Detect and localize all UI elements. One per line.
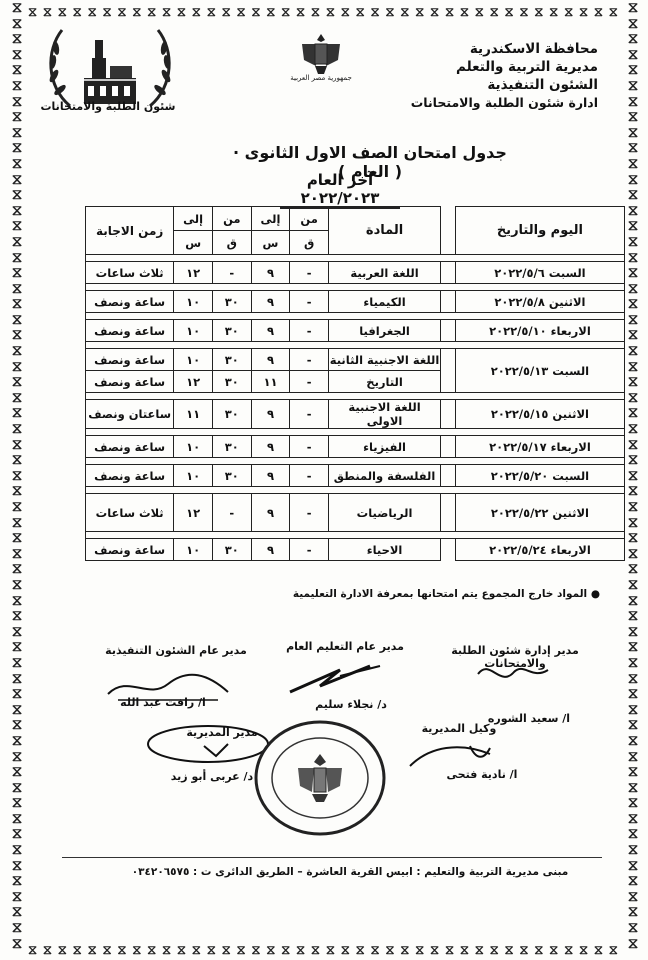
cell-subject: الرياضيات bbox=[329, 494, 441, 532]
header-day-date: اليوم والتاريخ bbox=[455, 207, 624, 255]
cell-from-hour: ١١ bbox=[251, 371, 290, 393]
cell-from-minute: - bbox=[290, 400, 329, 429]
footer-divider bbox=[62, 857, 602, 858]
cell-from-hour: ٩ bbox=[251, 320, 290, 342]
cell-from-hour: ٩ bbox=[251, 262, 290, 284]
cell-duration: ساعة ونصف bbox=[86, 465, 174, 487]
cell-from-minute: - bbox=[290, 494, 329, 532]
cell-to-minute: ٣٠ bbox=[212, 539, 251, 561]
cell-to-hour: ١٠ bbox=[174, 320, 213, 342]
emblem-caption: جمهورية مصر العربية bbox=[290, 74, 352, 82]
cell-day-date: الاربعاء ٢٠٢٢/٥/٢٤ bbox=[455, 539, 624, 561]
cell-to-hour: ١٢ bbox=[174, 371, 213, 393]
cell-to-minute: ٣٠ bbox=[212, 291, 251, 313]
cell-duration: ساعة ونصف bbox=[86, 371, 174, 393]
deputy-title: وكيل المديرية bbox=[421, 722, 497, 735]
cell-from-hour: ٩ bbox=[251, 400, 290, 429]
cell-day-date: السبت ٢٠٢٢/٥/٢٠ bbox=[455, 465, 624, 487]
header-to-2: إلى bbox=[174, 207, 213, 231]
cell-duration: ساعة ونصف bbox=[86, 539, 174, 561]
director-title: مدير المديرية bbox=[186, 726, 258, 739]
table-row bbox=[86, 320, 625, 342]
official-stamp-seal bbox=[252, 718, 388, 838]
cell-from-hour: ٩ bbox=[251, 436, 290, 458]
table-row bbox=[86, 291, 625, 313]
cell-from-hour: ٩ bbox=[251, 465, 290, 487]
cell-to-hour: ١٢ bbox=[174, 494, 213, 532]
cell-from-minute: - bbox=[290, 349, 329, 371]
cell-to-minute: ٣٠ bbox=[212, 320, 251, 342]
cell-subject: الكيمياء bbox=[329, 291, 441, 313]
cell-from-minute: - bbox=[290, 320, 329, 342]
cell-to-hour: ١٠ bbox=[174, 349, 213, 371]
cell-to-minute: ٣٠ bbox=[212, 349, 251, 371]
decorative-border-left: ⧖ ⧖ ⧖ ⧖ ⧖ ⧖ ⧖ ⧖ ⧖ ⧖ ⧖ ⧖ ⧖ ⧖ ⧖ ⧖ ⧖ ⧖ ⧖ ⧖ ⧖ ⧖ ⧖ ⧖ ⧖ ⧖ ⧖ ⧖ ⧖ ⧖ ⧖ ⧖ ⧖ ⧖ ⧖ ⧖ ⧖ ⧖ ⧖ ⧖ ⧖ ⧖ ⧖ ⧖ ⧖ ⧖ ⧖ ⧖ ⧖ ⧖ ⧖ ⧖ ⧖ ⧖ ⧖ ⧖ ⧖ ⧖ ⧖ ⧖ ⧖ bbox=[11, 0, 23, 952]
executive-affairs: الشئون التنفيذية bbox=[487, 77, 598, 93]
cell-from-hour: ٩ bbox=[251, 539, 290, 561]
cell-to-hour: ١٢ bbox=[174, 262, 213, 284]
cell-day-date: الاثنين ٢٠٢٢/٥/١٥ bbox=[455, 400, 624, 429]
cell-to-minute: ٣٠ bbox=[212, 465, 251, 487]
table-row bbox=[86, 262, 625, 284]
exec-director-title: مدير عام الشئون التنفيذية bbox=[105, 644, 247, 657]
header-hour-2: س bbox=[174, 231, 213, 255]
table-row bbox=[86, 349, 625, 371]
students-director-name: ا/ سعيد الشوره bbox=[487, 712, 571, 725]
table-row bbox=[86, 539, 625, 561]
header-minute-2: ق bbox=[212, 231, 251, 255]
cell-to-hour: ١٠ bbox=[174, 291, 213, 313]
cell-from-minute: - bbox=[290, 291, 329, 313]
cell-day-date: الاثنين ٢٠٢٢/٥/٨ bbox=[455, 291, 624, 313]
cell-from-hour: ٩ bbox=[251, 349, 290, 371]
cell-duration: ثلاث ساعات bbox=[86, 494, 174, 532]
directorate-name: مديرية التربية والتعلم bbox=[456, 59, 598, 75]
cell-duration: ساعة ونصف bbox=[86, 436, 174, 458]
department-name: ادارة شئون الطلبة والامتحانات bbox=[410, 95, 598, 110]
footer-address: مبنى مديرية التربية والتعليم : ابيس القرية العاشرة – الطريق الدائرى ت : ٠٣٤٢٠٦٥٧٥ bbox=[131, 866, 569, 878]
cell-duration: ساعة ونصف bbox=[86, 320, 174, 342]
header-to-1: إلى bbox=[251, 207, 290, 231]
cell-from-minute: - bbox=[290, 371, 329, 393]
header-duration: زمن الاجابة bbox=[86, 207, 174, 255]
table-row bbox=[86, 465, 625, 487]
cell-from-minute: - bbox=[290, 539, 329, 561]
education-director-title: مدير عام التعليم العام bbox=[286, 640, 404, 653]
decorative-border-bottom: ⧖ ⧖ ⧖ ⧖ ⧖ ⧖ ⧖ ⧖ ⧖ ⧖ ⧖ ⧖ ⧖ ⧖ ⧖ ⧖ ⧖ ⧖ ⧖ ⧖ ⧖ ⧖ ⧖ ⧖ ⧖ ⧖ ⧖ ⧖ ⧖ ⧖ ⧖ ⧖ ⧖ ⧖ ⧖ ⧖ ⧖ ⧖ ⧖ ⧖ bbox=[28, 944, 618, 958]
cell-subject: اللغة الاجنبية الثانية bbox=[329, 349, 441, 371]
header-hour-1: س bbox=[251, 231, 290, 255]
governorate-name: محافظة الاسكندرية bbox=[469, 41, 598, 57]
cell-duration: ساعة ونصف bbox=[86, 291, 174, 313]
signature-students bbox=[470, 654, 570, 694]
cell-from-minute: - bbox=[290, 262, 329, 284]
students-director-title: مدير إدارة شئون الطلبة والامتحانات bbox=[451, 644, 579, 670]
deputy-name: ا/ نادية فتحى bbox=[446, 768, 518, 781]
cell-day-date: السبت ٢٠٢٢/٥/٦ bbox=[455, 262, 624, 284]
cell-day-date: الاثنين ٢٠٢٢/٥/٢٢ bbox=[455, 494, 624, 532]
header-authority bbox=[411, 40, 598, 112]
education-director-name: د/ نجلاء سليم bbox=[315, 698, 387, 711]
cell-to-minute: ٣٠ bbox=[212, 400, 251, 429]
cell-subject: اللغة الاجنبية الاولى bbox=[329, 400, 441, 429]
exam-schedule-table bbox=[85, 206, 625, 561]
cell-duration: ساعتان ونصف bbox=[86, 400, 174, 429]
cell-day-date: الاربعاء ٢٠٢٢/٥/١٠ bbox=[455, 320, 624, 342]
cell-subject: الجغرافيا bbox=[329, 320, 441, 342]
document-title: جدول امتحان الصف الاول الثانوى · ( العام ) bbox=[233, 143, 507, 181]
cell-duration: ثلاث ساعات bbox=[86, 262, 174, 284]
decorative-border-top: ⧖ ⧖ ⧖ ⧖ ⧖ ⧖ ⧖ ⧖ ⧖ ⧖ ⧖ ⧖ ⧖ ⧖ ⧖ ⧖ ⧖ ⧖ ⧖ ⧖ ⧖ ⧖ ⧖ ⧖ ⧖ ⧖ ⧖ ⧖ ⧖ ⧖ ⧖ ⧖ ⧖ ⧖ ⧖ ⧖ ⧖ ⧖ ⧖ ⧖ bbox=[28, 6, 618, 20]
cell-to-hour: ١٠ bbox=[174, 436, 213, 458]
cell-duration: ساعة ونصف bbox=[86, 349, 174, 371]
table-row bbox=[86, 400, 625, 429]
header-from-1: من bbox=[290, 207, 329, 231]
cell-to-minute: - bbox=[212, 262, 251, 284]
cell-subject: التاريخ bbox=[329, 371, 441, 393]
logo-caption: شئون الطلبة والامتحانات bbox=[40, 100, 176, 113]
cell-from-minute: - bbox=[290, 436, 329, 458]
cell-subject: الاحياء bbox=[329, 539, 441, 561]
cell-day-date: الاربعاء ٢٠٢٢/٥/١٧ bbox=[455, 436, 624, 458]
cell-to-hour: ١١ bbox=[174, 400, 213, 429]
table-row bbox=[86, 436, 625, 458]
cell-to-minute: ٣٠ bbox=[212, 436, 251, 458]
director-name: د/ عربى أبو زيد bbox=[170, 770, 254, 783]
cell-day-date: السبت ٢٠٢٢/٥/١٣ bbox=[455, 349, 624, 393]
table-row bbox=[86, 494, 625, 532]
footnote: ● المواد خارج المجموع يتم امتحانها بمعرفة الادارة التعليمية bbox=[292, 588, 600, 600]
cell-to-minute: ٣٠ bbox=[212, 371, 251, 393]
decorative-border-right: ⧖ ⧖ ⧖ ⧖ ⧖ ⧖ ⧖ ⧖ ⧖ ⧖ ⧖ ⧖ ⧖ ⧖ ⧖ ⧖ ⧖ ⧖ ⧖ ⧖ ⧖ ⧖ ⧖ ⧖ ⧖ ⧖ ⧖ ⧖ ⧖ ⧖ ⧖ ⧖ ⧖ ⧖ ⧖ ⧖ ⧖ ⧖ ⧖ ⧖ ⧖ ⧖ ⧖ ⧖ ⧖ ⧖ ⧖ ⧖ ⧖ ⧖ ⧖ ⧖ ⧖ ⧖ ⧖ ⧖ ⧖ ⧖ ⧖ ⧖ ⧖ bbox=[627, 0, 639, 952]
cell-subject: الفلسفة والمنطق bbox=[329, 465, 441, 487]
cell-to-hour: ١٠ bbox=[174, 539, 213, 561]
cell-subject: اللغة العربية bbox=[329, 262, 441, 284]
cell-from-hour: ٩ bbox=[251, 291, 290, 313]
eagle-emblem-icon bbox=[296, 30, 346, 78]
cell-subject: الفيزياء bbox=[329, 436, 441, 458]
header-minute-1: ق bbox=[290, 231, 329, 255]
header-from-2: من bbox=[212, 207, 251, 231]
term-title: آخر العام ٢٠٢٢/٢٠٢٣ bbox=[280, 171, 400, 209]
cell-from-hour: ٩ bbox=[251, 494, 290, 532]
signature-education bbox=[280, 656, 390, 700]
cell-to-minute: - bbox=[212, 494, 251, 532]
cell-to-hour: ١٠ bbox=[174, 465, 213, 487]
header-subject: المادة bbox=[329, 207, 441, 255]
cell-from-minute: - bbox=[290, 465, 329, 487]
exec-director-name: ا/ رافت عبد الله bbox=[120, 696, 206, 709]
